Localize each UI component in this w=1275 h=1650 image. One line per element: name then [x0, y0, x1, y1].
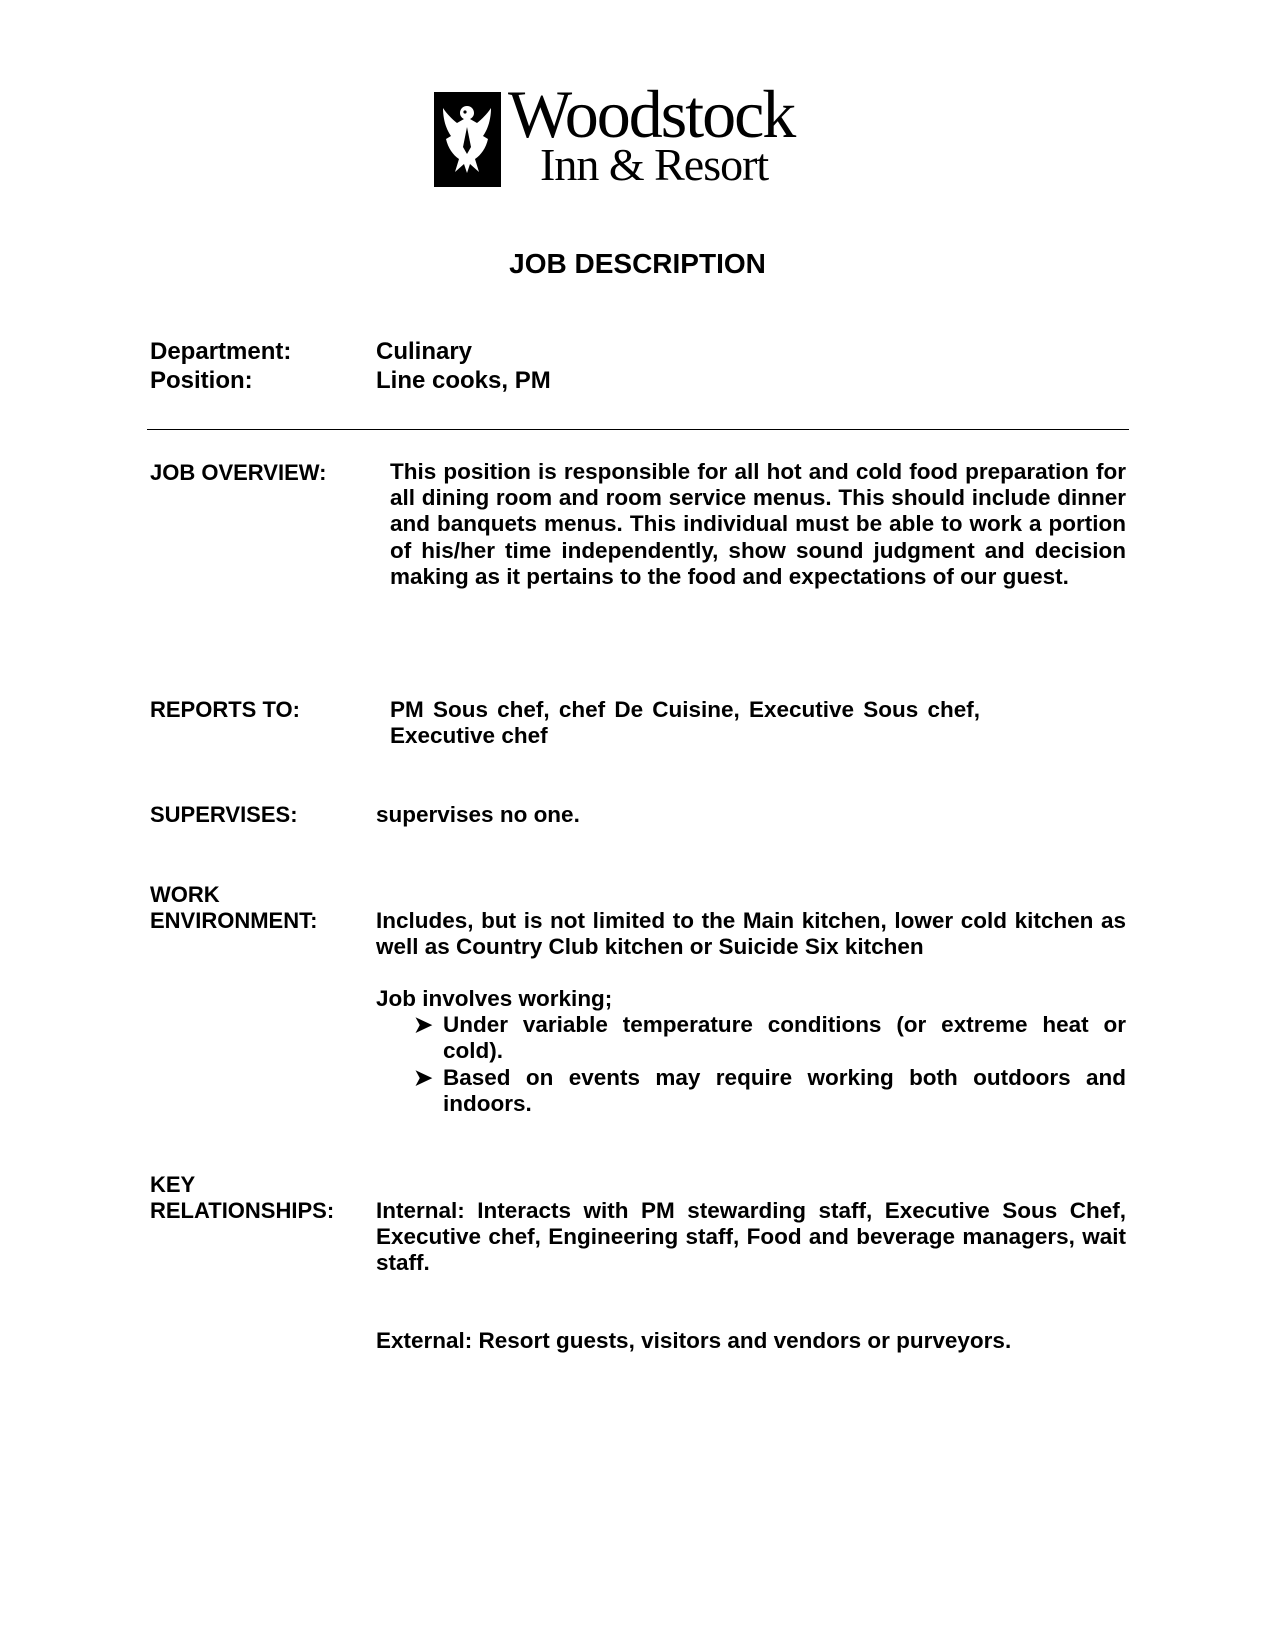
logo-wordmark-line2: Inn & Resort: [540, 139, 769, 190]
key-relationships-external: External: Resort guests, visitors and vendors or purveyors.: [376, 1328, 1012, 1353]
job-overview-text: This position is responsible for all hot and cold food preparation for all dining room and room service menus. This should include dinner and banquets menus. This individual must be able to work a portion of his/her time independently, show sound judgment and decision making as it pertains to the food and expectations of our guest.: [390, 459, 1126, 589]
bullet-text: Based on events may require working both outdoors and indoors.: [443, 1065, 1126, 1117]
position-label: Position:: [150, 367, 253, 394]
job-overview-label: JOB OVERVIEW:: [150, 460, 327, 485]
arrowhead-bullet-icon: ➤: [414, 1012, 433, 1037]
key-relationships-internal: Internal: Interacts with PM stewarding staff, Executive Sous Chef, Executive chef, Engineering staff, Food and beverage managers, wait staff.: [376, 1198, 1126, 1276]
document-title: JOB DESCRIPTION: [509, 248, 766, 279]
department-value: Culinary: [376, 338, 473, 365]
work-environment-intro: Job involves working;: [376, 986, 613, 1011]
header-divider: [147, 429, 1129, 430]
supervises-label: SUPERVISES:: [150, 802, 298, 827]
work-environment-text: Includes, but is not limited to the Main kitchen, lower cold kitchen as well as Country Club kitchen or Suicide Six kitchen: [376, 908, 1126, 960]
company-logo: [434, 76, 854, 192]
reports-to-label: REPORTS TO:: [150, 697, 300, 722]
bullet-text: Under variable temperature conditions (or extreme heat or cold).: [443, 1012, 1126, 1064]
logo-wordmark-line1: Woodstock: [508, 76, 795, 152]
department-label: Department:: [150, 338, 292, 365]
supervises-text: supervises no one.: [376, 802, 580, 827]
eagle-icon: [434, 92, 501, 187]
work-environment-label: WORK ENVIRONMENT:: [150, 882, 318, 933]
arrowhead-bullet-icon: ➤: [414, 1065, 433, 1090]
key-relationships-label: KEY RELATIONSHIPS:: [150, 1172, 335, 1223]
position-value: Line cooks, PM: [376, 367, 551, 394]
reports-to-text: PM Sous chef, chef De Cuisine, Executive Sous chef, Executive chef: [390, 697, 980, 749]
